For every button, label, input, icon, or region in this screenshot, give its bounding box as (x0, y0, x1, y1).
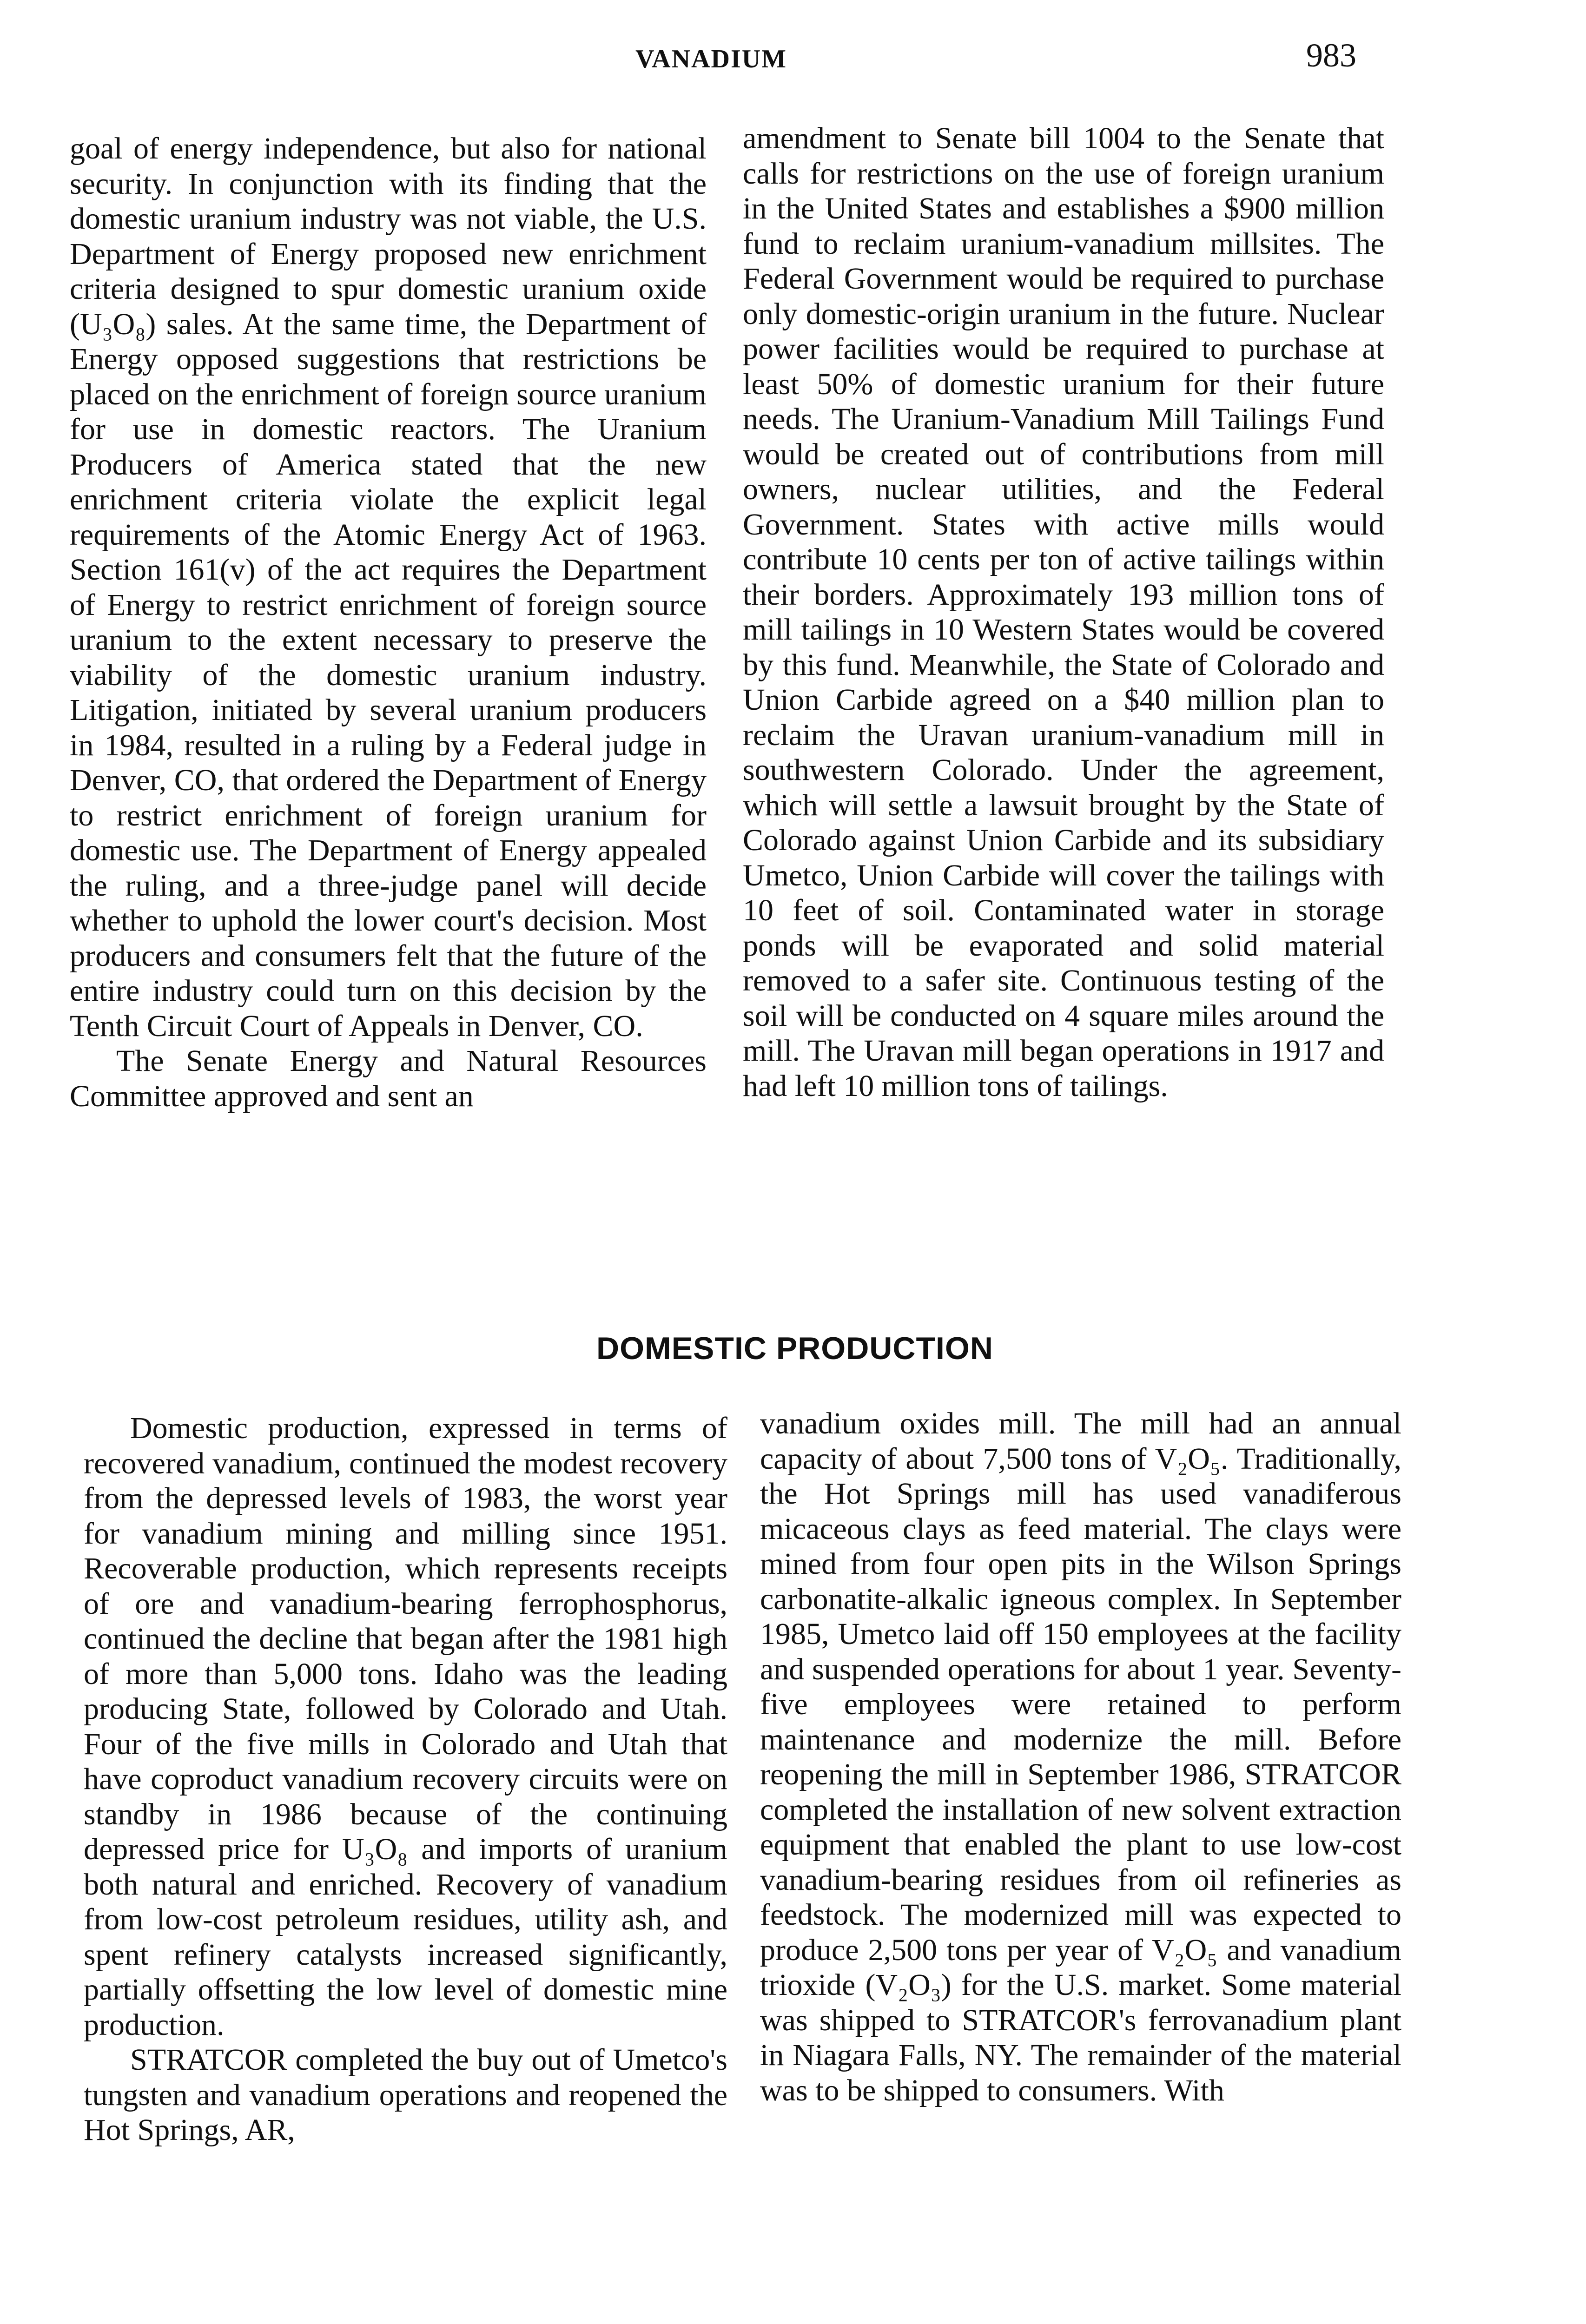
paragraph: The Senate Energy and Natural Resources Committee approved and sent an (70, 1044, 707, 1113)
paragraph: Domestic production, expressed in terms of recovered vanadium, continued the modest recovery from the depressed levels of 1983, the worst year for vanadium mining and milling since 1951. Recoverable production, which represents receipts of ore and vanadium-bearing ferrophosphorus, continued the decline that began after the 1981 high of more than 5,000 tons. Idaho was the leading producing State, followed by Colorado and Utah. Four of the five mills in Colorado and Utah that have coproduct vanadium recovery circuits were on standby in 1986 because of the continuing depressed price for U₃O₈ and imports of uranium both natural and enriched. Recovery of vanadium from low-cost petroleum residues, utility ash, and spent refinery catalysts increased significantly, partially offsetting the low level of domestic mine production. (84, 1411, 727, 2042)
top-left-column (70, 131, 707, 1114)
paragraph: amendment to Senate bill 1004 to the Senate that calls for restrictions on the use of foreign uranium in the United States and establishes a $900 million fund to reclaim uranium-vanadium millsites. The Federal Government would be required to purchase only domestic-origin uranium in the future. Nuclear power facilities would be required to purchase at least 50% of domestic uranium for their future needs. The Uranium-Vanadium Mill Tailings Fund would be created out of contributions from mill owners, nuclear utilities, and the Federal Government. States with active mills would contribute 10 cents per ton of active tailings within their borders. Approximately 193 million tons of mill tailings in 10 Western States would be covered by this fund. Meanwhile, the State of Colorado and Union Carbide agreed on a $40 million plan to reclaim the Uravan uranium-vanadium mill in southwestern Colorado. Under the agreement, which will settle a lawsuit brought by the State of Colorado against Union Carbide and its subsidiary Umetco, Union Carbide will cover the tailings with 10 feet of soil. Contaminated water in storage ponds will be evaporated and solid material removed to a safer site. Continuous testing of the soil will be conducted on 4 square miles around the mill. The Uravan mill began operations in 1917 and had left 10 million tons of tailings. (743, 121, 1384, 1103)
running-title: VANADIUM (635, 45, 787, 73)
section-heading: DOMESTIC PRODUCTION (596, 1331, 993, 1366)
paragraph: goal of energy independence, but also for national security. In conjunction with its finding that the domestic uranium industry was not viable, the U.S. Department of Energy proposed new enrichment criteria designed to spur domestic uranium oxide (U₃O₈) sales. At the same time, the Department of Energy opposed suggestions that restrictions be placed on the enrichment of foreign source uranium for use in domestic reactors. The Uranium Producers of America stated that the new enrichment criteria violate the explicit legal requirements of the Atomic Energy Act of 1963. Section 161(v) of the act requires the Department of Energy to restrict enrichment of foreign source uranium to the extent necessary to preserve the viability of the domestic uranium industry. Litigation, initiated by several uranium producers in 1984, resulted in a ruling by a Federal judge in Denver, CO, that ordered the Department of Energy to restrict enrichment of foreign uranium for domestic use. The Department of Energy appealed the ruling, and a three-judge panel will decide whether to uphold the lower court's decision. Most producers and consumers felt that the future of the entire industry could turn on this decision by the Tenth Circuit Court of Appeals in Denver, CO. (70, 132, 707, 1043)
section-left-column (84, 1411, 727, 2148)
section-right-column (760, 1406, 1401, 2108)
top-right-column (743, 121, 1384, 1103)
paragraph: vanadium oxides mill. The mill had an annual capacity of about 7,500 tons of V₂O₅. Traditionally, the Hot Springs mill has used vanadiferous micaceous clays as feed material. The clays were mined from four open pits in the Wilson Springs carbonatite-alkalic igneous complex. In September 1985, Umetco laid off 150 employees at the facility and suspended operations for about 1 year. Seventy-five employees were retained to perform maintenance and modernize the mill. Before reopening the mill in September 1986, STRATCOR completed the installation of new solvent extraction equipment that enabled the plant to use low-cost vanadium-bearing residues from oil refineries as feedstock. The modernized mill was expected to produce 2,500 tons per year of V₂O₅ and vanadium trioxide (V₂O₃) for the U.S. market. Some material was shipped to STRATCOR's ferrovanadium plant in Niagara Falls, NY. The remainder of the material was to be shipped to consumers. With (760, 1406, 1401, 2107)
page-number: 983 (1306, 37, 1356, 74)
paragraph: STRATCOR completed the buy out of Umetco's tungsten and vanadium operations and reopened the Hot Springs, AR, (84, 2043, 727, 2147)
